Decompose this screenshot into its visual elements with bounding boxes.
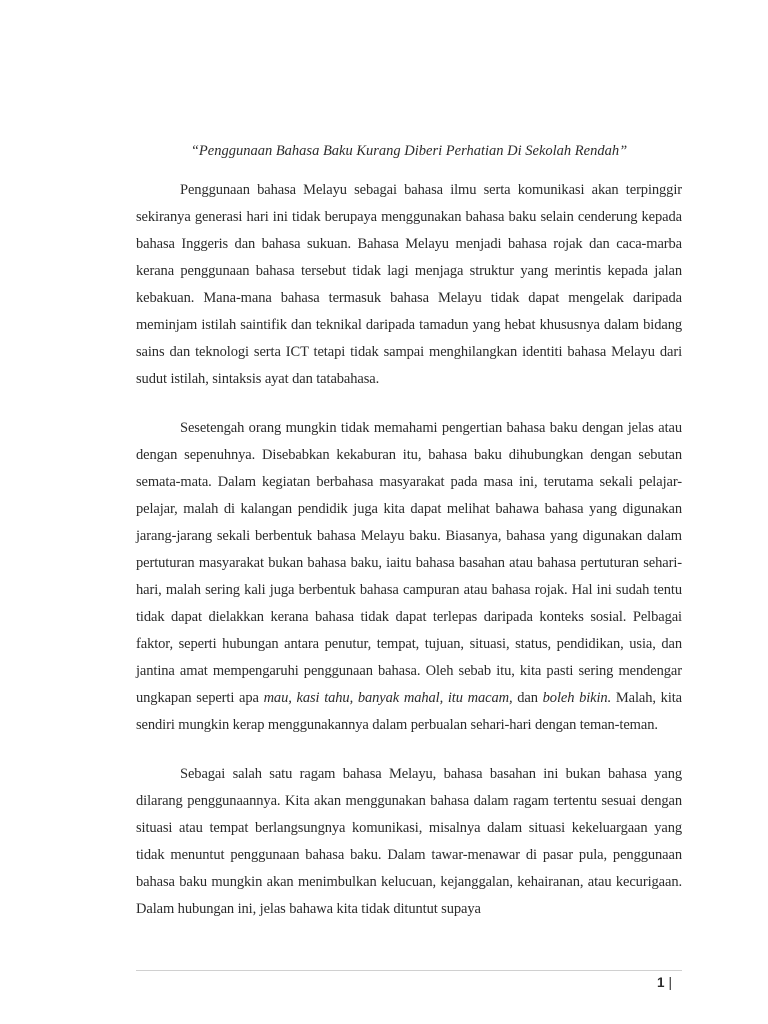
paragraph-text: Sebagai salah satu ragam bahasa Melayu, bahasa basahan ini bukan bahasa yang dilarang penggunaannya. Kita akan menggunakan bahasa dalam ragam tertentu sesuai dengan situasi atau tempat berlangsungnya komunikasi, misalnya dalam situasi kekeluargaan yang tidak menuntut penggunaan bahasa baku. Dalam tawar-menawar di pasar pula, penggunaan bahasa baku mungkin akan menimbulkan kelucuan, kejanggalan, kehairanan, atau kecurigaan. Dalam hubungan ini, jelas bahawa kita tidak dituntut supaya [136,766,682,917]
document-body [136,177,682,945]
paragraph [136,177,682,393]
paragraph-text: Sesetengah orang mungkin tidak memahami pengertian bahasa baku dengan jelas atau dengan sepenuhnya. Disebabkan kekaburan itu, bahasa baku dihubungkan dengan sebutan semata-mata. Dalam kegiatan berbahasa masyarakat pada masa ini, terutama sekali pelajar-pelajar, malah di kalangan pendidik juga kita dapat melihat bahawa bahasa yang digunakan jarang-jarang sekali berbentuk bahasa Melayu baku. Biasanya, bahasa yang digunakan dalam pertuturan masyarakat bukan bahasa baku, iaitu bahasa basahan atau bahasa pertuturan sehari-hari, malah sering kali juga berbentuk bahasa campuran atau bahasa rojak. Hal ini sudah tentu tidak dapat dielakkan kerana bahasa tidak dapat terlepas daripada konteks sosial. Pelbagai faktor, seperti hubungan antara penutur, tempat, tujuan, situasi, status, pendidikan, usia, dan jantina amat mempengaruhi penggunaan bahasa. Oleh sebab itu, kita pasti sering mendengar ungkapan seperti apa [136,420,682,706]
italic-phrase: mau, kasi tahu, banyak mahal, itu macam, [263,690,513,706]
paragraph [136,415,682,739]
page-number-value: 1 [656,975,665,990]
paragraph [136,761,682,923]
paragraph-text: Penggunaan bahasa Melayu sebagai bahasa ilmu serta komunikasi akan terpinggir sekiranya generasi hari ini tidak berupaya menggunakan bahasa baku selain cenderung kepada bahasa Inggeris dan bahasa sukuan. Bahasa Melayu menjadi bahasa rojak dan caca-marba kerana penggunaan bahasa tersebut tidak lagi menjaga struktur yang merintis kepada jalan kebakuan. Mana-mana bahasa termasuk bahasa Melayu tidak dapat mengelak daripada meminjam istilah saintifik dan teknikal daripada tamadun yang hebat khususnya dalam bidang sains dan teknologi serta ICT tetapi tidak sampai menghilangkan identiti bahasa Melayu dari sudut istilah, sintaksis ayat dan tatabahasa. [136,182,682,387]
page-number-separator: | [668,975,672,990]
page-number [657,975,672,990]
paragraph-text: dan [512,690,543,706]
paragraph-text: Malah, kita sendiri mungkin kerap menggunakannya dalam perbualan sehari-hari dengan teman-teman. [136,690,683,733]
footer-divider [136,970,682,971]
document-title: “Penggunaan Bahasa Baku Kurang Diberi Perhatian Di Sekolah Rendah” [190,143,628,159]
italic-phrase: boleh bikin. [542,690,612,706]
